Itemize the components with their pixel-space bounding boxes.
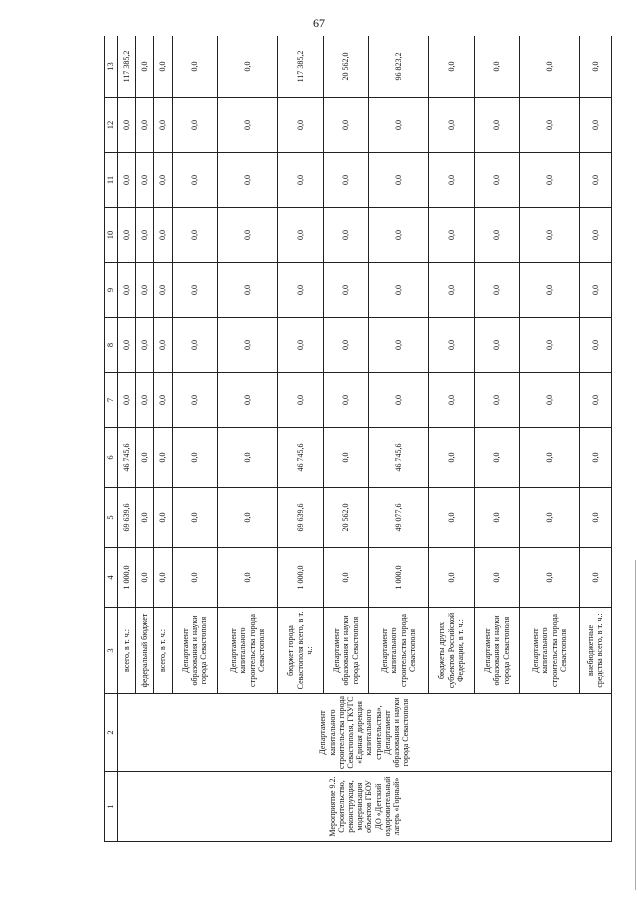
value-cell: 0,0 — [579, 208, 611, 263]
value-cell: 0,0 — [369, 98, 429, 153]
value-cell: 0,0 — [474, 153, 520, 208]
value-cell: 1 000,0 — [117, 548, 135, 608]
value-cell: 0,0 — [154, 98, 172, 153]
value-cell: 0,0 — [136, 153, 154, 208]
value-cell: 0,0 — [172, 208, 218, 263]
document-page — [104, 36, 612, 842]
row-label: внебюджетные средства всего, в т. ч.: — [579, 608, 611, 694]
value-cell: 0,0 — [520, 263, 580, 318]
value-cell: 0,0 — [218, 318, 278, 373]
value-cell: 0,0 — [277, 208, 323, 263]
value-cell: 0,0 — [579, 488, 611, 548]
value-cell: 0,0 — [172, 488, 218, 548]
value-cell: 0,0 — [474, 318, 520, 373]
value-cell: 0,0 — [428, 548, 474, 608]
scan-edge-mark — [635, 560, 636, 890]
value-cell: 0,0 — [474, 98, 520, 153]
column-number: 7 — [105, 373, 118, 428]
value-cell: 0,0 — [474, 428, 520, 488]
value-cell: 0,0 — [428, 428, 474, 488]
row-label: федеральный бюджет — [136, 608, 154, 694]
row-label: бюджеты других субъектов Российской Федерации, в т. ч.: — [428, 608, 474, 694]
row-label: Департамент капитального строительства города Севастополя — [520, 608, 580, 694]
value-cell: 0,0 — [172, 373, 218, 428]
column-number: 10 — [105, 208, 118, 263]
value-cell: 0,0 — [117, 98, 135, 153]
value-cell: 1 000,0 — [369, 548, 429, 608]
value-cell: 0,0 — [172, 428, 218, 488]
value-cell: 0,0 — [218, 488, 278, 548]
row-label: Департамент образования и науки города Севастополя — [323, 608, 369, 694]
value-cell: 69 639,6 — [277, 488, 323, 548]
value-cell: 0,0 — [172, 98, 218, 153]
value-cell: 0,0 — [117, 208, 135, 263]
value-cell: 0,0 — [474, 373, 520, 428]
value-cell: 0,0 — [369, 153, 429, 208]
table-row — [117, 36, 135, 842]
row-label: Департамент капитального строительства города Севастополя — [218, 608, 278, 694]
value-cell: 0,0 — [323, 263, 369, 318]
value-cell: 20 562,0 — [323, 488, 369, 548]
value-cell: 0,0 — [323, 98, 369, 153]
measure-cell: Мероприятие 9.2. Строительство, реконструкция, модернизация объектов ГБОУ ДО «Детский оздоровительный лагерь «Горный» — [117, 772, 611, 842]
value-cell: 0,0 — [520, 488, 580, 548]
row-label: Департамент капитального строительства города Севастополя — [369, 608, 429, 694]
value-cell: 0,0 — [277, 373, 323, 428]
value-cell: 0,0 — [520, 98, 580, 153]
value-cell: 0,0 — [136, 98, 154, 153]
value-cell: 0,0 — [579, 318, 611, 373]
column-number: 6 — [105, 428, 118, 488]
value-cell: 46 745,6 — [277, 428, 323, 488]
value-cell: 0,0 — [474, 263, 520, 318]
value-cell: 0,0 — [323, 548, 369, 608]
row-label: бюджет города Севастополя всего, в т. ч.: — [277, 608, 323, 694]
value-cell: 0,0 — [323, 373, 369, 428]
value-cell: 0,0 — [172, 36, 218, 98]
executors-cell: Департамент капитального строительства города Севастополя, ГКУГС «Единая дирекция капитального строительства», Департамент образования и науки города Севастополя — [117, 694, 611, 772]
value-cell: 0,0 — [579, 373, 611, 428]
value-cell: 0,0 — [428, 263, 474, 318]
value-cell: 0,0 — [154, 318, 172, 373]
value-cell: 0,0 — [136, 318, 154, 373]
column-number: 9 — [105, 263, 118, 318]
column-number: 2 — [105, 694, 118, 772]
value-cell: 0,0 — [277, 263, 323, 318]
budget-table — [104, 36, 612, 842]
value-cell: 0,0 — [428, 488, 474, 548]
value-cell: 0,0 — [579, 36, 611, 98]
value-cell: 0,0 — [117, 318, 135, 373]
value-cell: 0,0 — [218, 263, 278, 318]
value-cell: 0,0 — [154, 548, 172, 608]
value-cell: 0,0 — [579, 428, 611, 488]
value-cell: 0,0 — [323, 428, 369, 488]
value-cell: 0,0 — [154, 36, 172, 98]
column-number: 11 — [105, 153, 118, 208]
value-cell: 0,0 — [520, 318, 580, 373]
value-cell: 0,0 — [218, 428, 278, 488]
value-cell: 0,0 — [579, 548, 611, 608]
value-cell: 0,0 — [136, 208, 154, 263]
column-number: 3 — [105, 608, 118, 694]
value-cell: 0,0 — [520, 36, 580, 98]
value-cell: 0,0 — [172, 153, 218, 208]
value-cell: 0,0 — [172, 548, 218, 608]
value-cell: 69 639,6 — [117, 488, 135, 548]
column-number: 1 — [105, 772, 118, 842]
page-number: 67 — [313, 16, 325, 30]
value-cell: 0,0 — [474, 36, 520, 98]
value-cell: 0,0 — [218, 153, 278, 208]
value-cell: 0,0 — [136, 488, 154, 548]
value-cell: 0,0 — [117, 153, 135, 208]
value-cell: 0,0 — [136, 373, 154, 428]
value-cell: 0,0 — [136, 428, 154, 488]
column-number: 5 — [105, 488, 118, 548]
value-cell: 0,0 — [218, 373, 278, 428]
value-cell: 0,0 — [428, 208, 474, 263]
value-cell: 0,0 — [579, 153, 611, 208]
value-cell: 0,0 — [218, 98, 278, 153]
row-label: всего, в т. ч.: — [117, 608, 135, 694]
row-label: всего, в т. ч.: — [154, 608, 172, 694]
value-cell: 0,0 — [369, 208, 429, 263]
value-cell: 0,0 — [154, 488, 172, 548]
value-cell: 0,0 — [428, 153, 474, 208]
value-cell: 0,0 — [154, 263, 172, 318]
row-label: Департамент образования и науки города Севастополя — [474, 608, 520, 694]
value-cell: 0,0 — [579, 263, 611, 318]
value-cell: 20 562,0 — [323, 36, 369, 98]
value-cell: 0,0 — [428, 98, 474, 153]
value-cell: 0,0 — [323, 208, 369, 263]
value-cell: 0,0 — [369, 263, 429, 318]
value-cell: 0,0 — [323, 318, 369, 373]
value-cell: 0,0 — [520, 428, 580, 488]
column-number: 8 — [105, 318, 118, 373]
value-cell: 0,0 — [323, 153, 369, 208]
value-cell: 0,0 — [154, 373, 172, 428]
value-cell: 0,0 — [277, 98, 323, 153]
value-cell: 117 385,2 — [117, 36, 135, 98]
value-cell: 0,0 — [520, 208, 580, 263]
value-cell: 46 745,6 — [117, 428, 135, 488]
value-cell: 0,0 — [369, 318, 429, 373]
value-cell: 0,0 — [474, 488, 520, 548]
value-cell: 0,0 — [136, 548, 154, 608]
value-cell: 0,0 — [136, 36, 154, 98]
value-cell: 0,0 — [218, 208, 278, 263]
rotated-table-sheet — [104, 36, 612, 842]
value-cell: 0,0 — [520, 373, 580, 428]
value-cell: 1 000,0 — [277, 548, 323, 608]
value-cell: 96 823,2 — [369, 36, 429, 98]
value-cell: 0,0 — [428, 318, 474, 373]
value-cell: 0,0 — [520, 153, 580, 208]
value-cell: 0,0 — [277, 153, 323, 208]
value-cell: 0,0 — [369, 373, 429, 428]
value-cell: 0,0 — [154, 208, 172, 263]
value-cell: 0,0 — [136, 263, 154, 318]
value-cell: 0,0 — [277, 318, 323, 373]
value-cell: 0,0 — [428, 36, 474, 98]
value-cell: 0,0 — [218, 548, 278, 608]
row-label: Департамент образования и науки города Севастополя — [172, 608, 218, 694]
column-number-row — [105, 36, 118, 842]
value-cell: 0,0 — [172, 318, 218, 373]
column-number: 4 — [105, 548, 118, 608]
value-cell: 49 077,6 — [369, 488, 429, 548]
value-cell: 46 745,6 — [369, 428, 429, 488]
value-cell: 0,0 — [474, 208, 520, 263]
value-cell: 117 385,2 — [277, 36, 323, 98]
value-cell: 0,0 — [579, 98, 611, 153]
column-number: 13 — [105, 36, 118, 98]
value-cell: 0,0 — [117, 373, 135, 428]
value-cell: 0,0 — [117, 263, 135, 318]
column-number: 12 — [105, 98, 118, 153]
value-cell: 0,0 — [172, 263, 218, 318]
value-cell: 0,0 — [154, 153, 172, 208]
value-cell: 0,0 — [154, 428, 172, 488]
value-cell: 0,0 — [520, 548, 580, 608]
value-cell: 0,0 — [474, 548, 520, 608]
value-cell: 0,0 — [428, 373, 474, 428]
value-cell: 0,0 — [218, 36, 278, 98]
